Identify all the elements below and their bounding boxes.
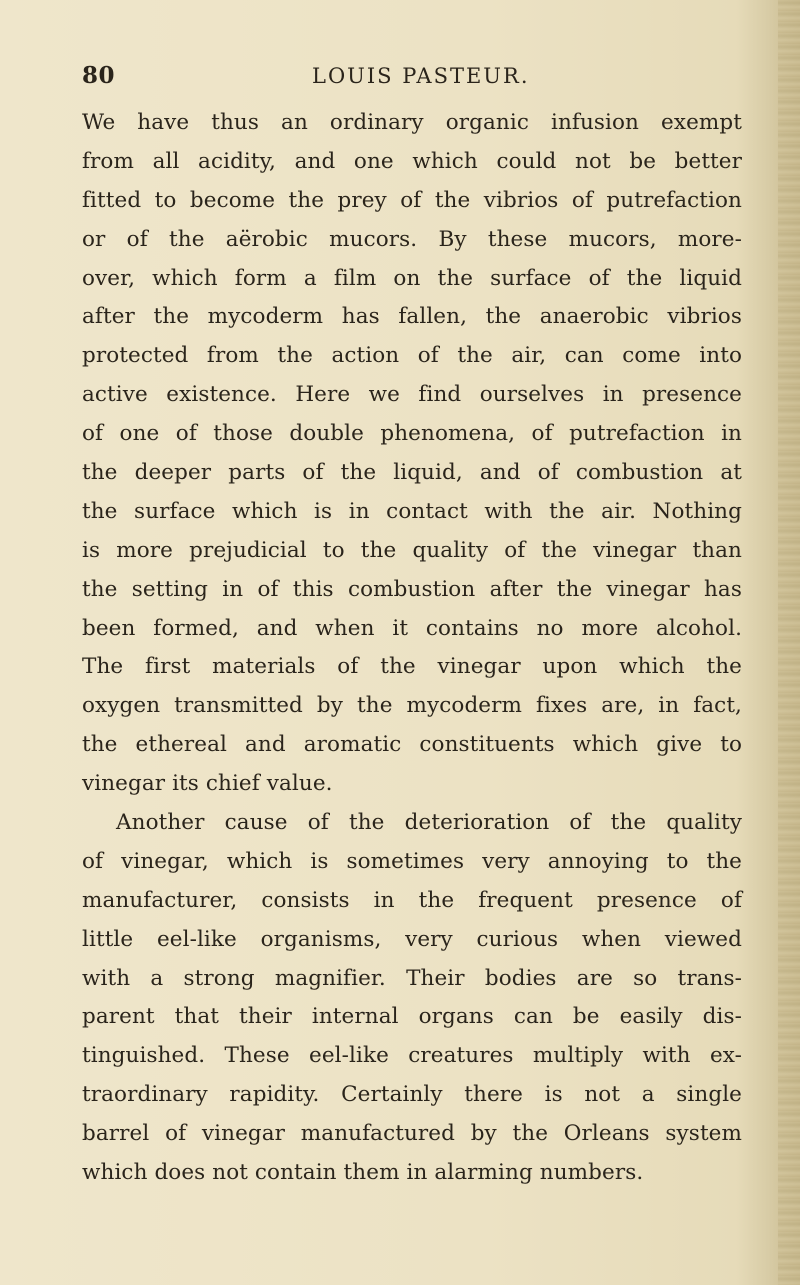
text-line: traordinary rapidity. Certainly there is not a single [82,1082,742,1108]
text-line: manufacturer, consists in the frequent presence of [82,887,742,913]
running-head: LOUIS PASTEUR. [312,64,530,88]
text-line: We have thus an ordinary organic infusion exempt [82,110,742,135]
text-line: the deeper parts of the liquid, and of combustion at [82,460,742,486]
text-line: of one of those double phenomena, of putrefaction in [82,421,742,447]
text-line: oxygen transmitted by the mycoderm fixes are, in fact, [82,693,742,719]
paragraph-start-line: Another cause of the deterioration of the quality [116,810,742,836]
text-line: the surface which is in contact with the air. Nothing [82,498,742,524]
text-line: the ethereal and aromatic constituents which give to [82,732,742,758]
text-line: barrel of vinegar manufactured by the Orleans system [82,1121,742,1147]
text-line: tinguished. These eel-like creatures multiply with ex- [82,1043,742,1069]
text-line: of vinegar, which is sometimes very annoying to the [82,848,742,874]
text-line: or of the aërobic mucors. By these mucors, more- [82,226,742,252]
text-line: fitted to become the prey of the vibrios of putrefaction [82,187,742,213]
text-line: active existence. Here we find ourselves in presence [82,382,742,408]
text-line: been formed, and when it contains no more alcohol. [82,615,742,641]
text-line: The first materials of the vinegar upon which the [82,654,742,680]
text-line: protected from the action of the air, can come into [82,343,742,369]
paragraph-end-line: vinegar its chief value. [82,771,333,797]
text-line: parent that their internal organs can be easily dis- [82,1004,742,1030]
page-edge [778,0,800,1285]
text-line: over, which form a film on the surface of the liquid [82,265,742,291]
body-text [82,104,742,1193]
text-line: with a strong magnifier. Their bodies are so trans- [82,965,742,991]
text-line: little eel-like organisms, very curious when viewed [82,926,742,952]
page-header [0,62,800,96]
text-line: from all acidity, and one which could not be better [82,148,742,174]
text-line: is more prejudicial to the quality of the vinegar than [82,537,742,563]
text-line: after the mycoderm has fallen, the anaerobic vibrios [82,304,742,330]
page-number: 80 [82,62,116,89]
text-line: the setting in of this combustion after the vinegar has [82,576,742,602]
paragraph-end-line: which does not contain them in alarming numbers. [82,1160,644,1186]
